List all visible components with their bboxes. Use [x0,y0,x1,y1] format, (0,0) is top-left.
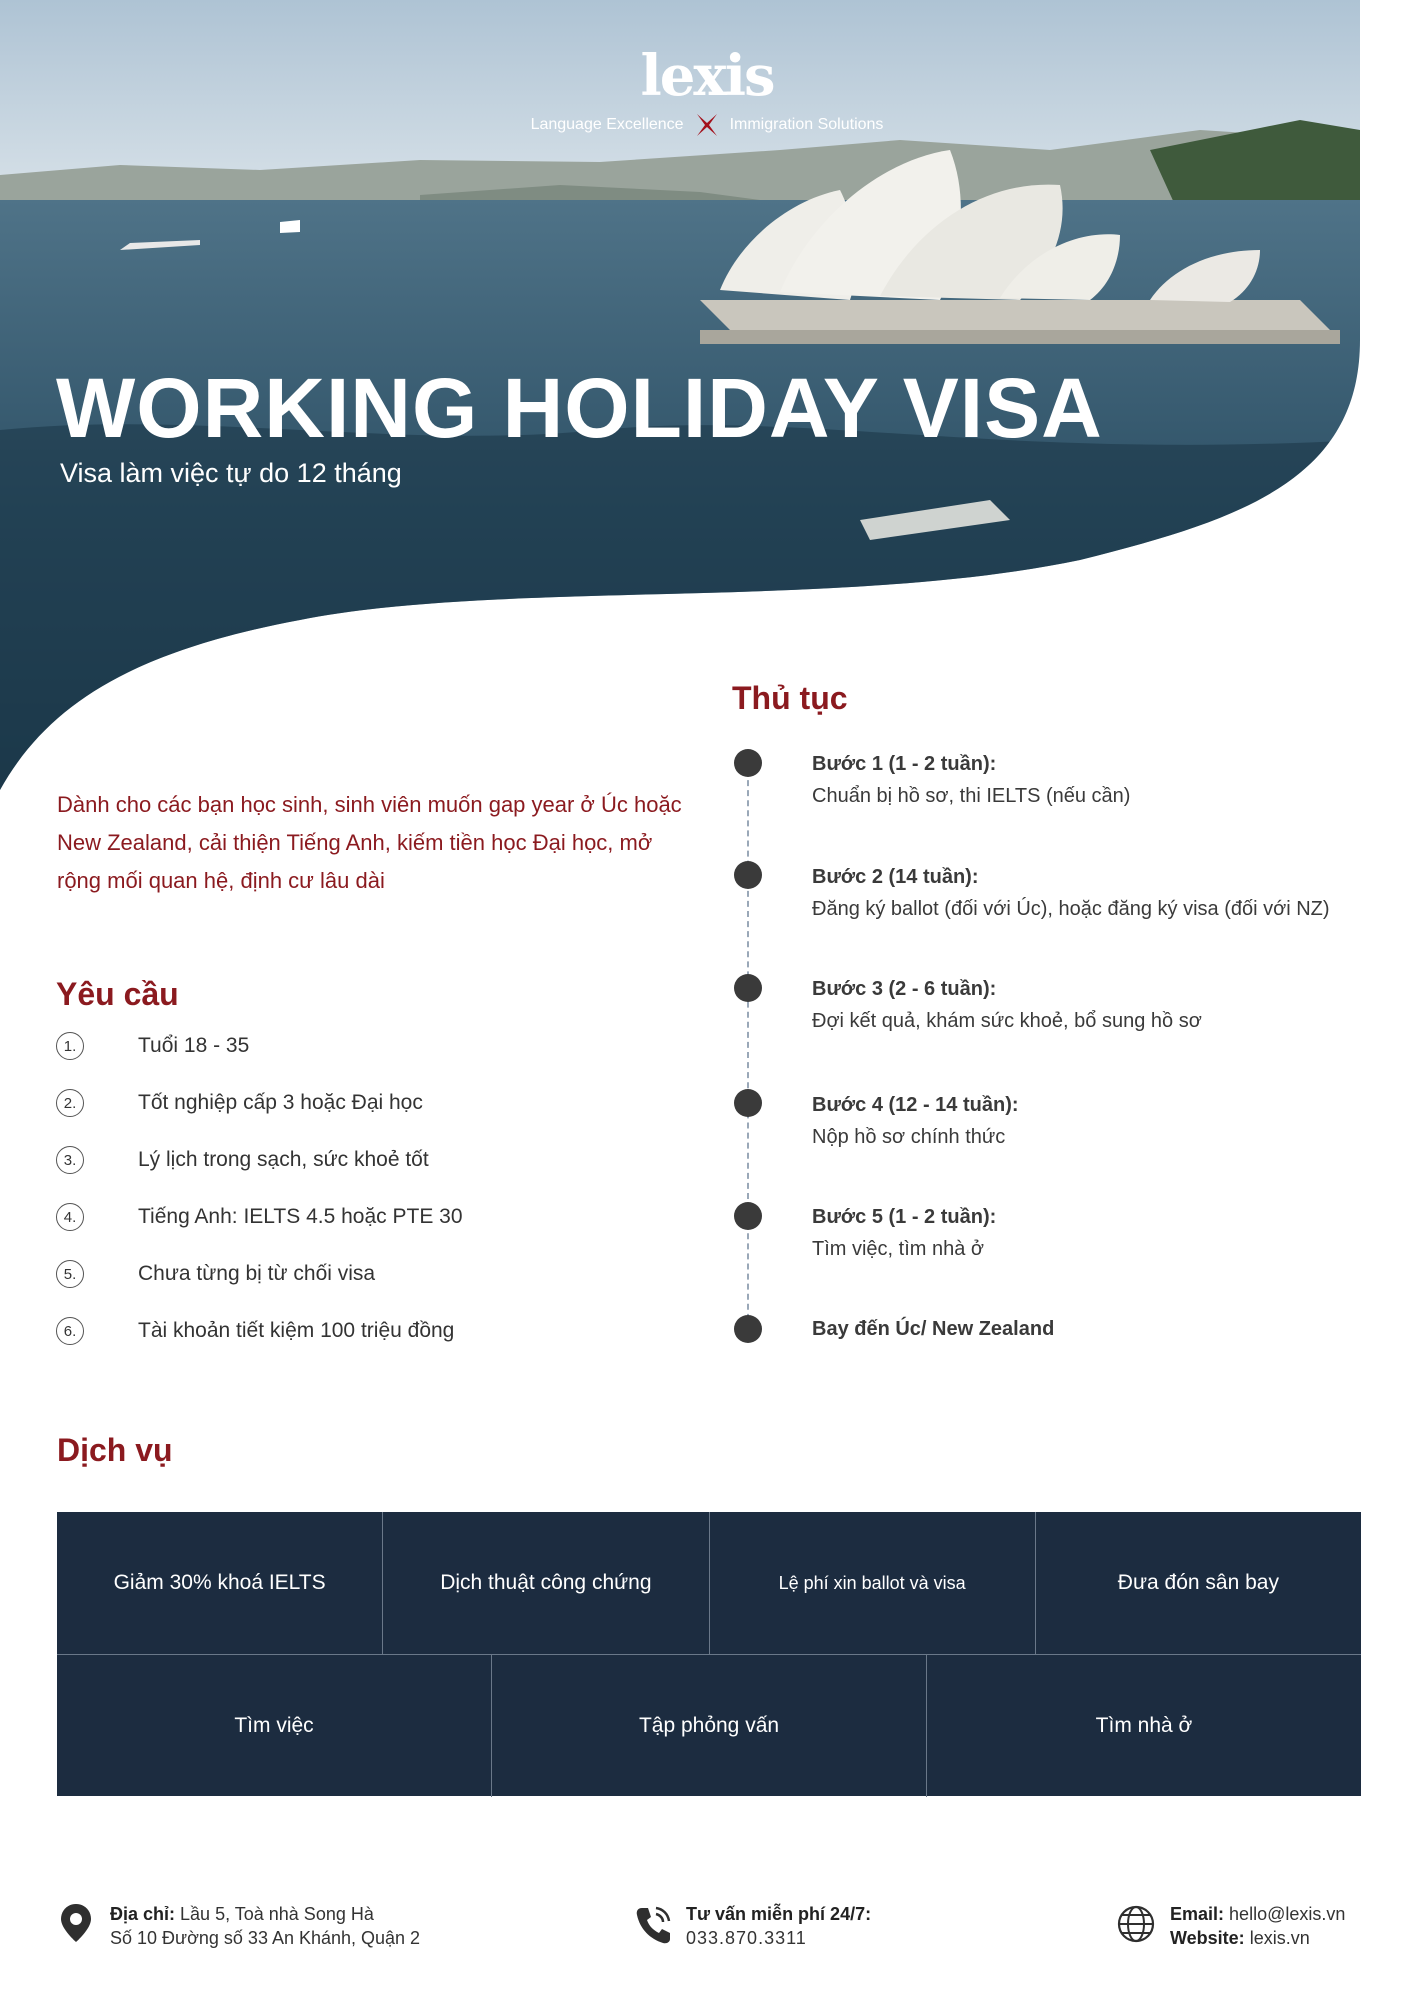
timeline-step-6 [812,1314,1412,1344]
requirements-list [56,1034,463,1376]
number-badge: 4. [56,1203,84,1231]
step-title: Bước 1 (1 - 2 tuần): [812,753,997,775]
step-title: Bước 2 (14 tuần): [812,866,979,888]
step-title: Bước 5 (1 - 2 tuần): [812,1206,997,1228]
requirements-heading: Yêu cầu [56,976,179,1012]
services-row-2 [57,1654,1361,1797]
hotline-number[interactable]: 033.870.3311 [686,1928,807,1948]
list-item [56,1262,463,1319]
procedure-heading: Thủ tục [732,680,848,716]
service-notarized-translation: Dịch thuật công chứng [383,1512,709,1654]
number-badge: 5. [56,1260,84,1288]
service-ielts-discount: Giảm 30% khoá IELTS [57,1512,383,1654]
footer-contact [1116,1902,1345,1950]
timeline-dot [734,1089,762,1117]
service-ballot-visa-fee: Lệ phí xin ballot và visa [710,1512,1036,1654]
timeline-line [747,770,749,1340]
list-item-text: Lý lịch trong sạch, sức khoẻ tốt [138,1148,429,1171]
list-item [56,1319,463,1376]
list-item [56,1205,463,1262]
address-line-1: Lầu 5, Toà nhà Song Hà [180,1904,374,1924]
website-label: Website: [1170,1928,1245,1948]
footer-hotline [632,1902,871,1950]
step-title: Bay đến Úc/ New Zealand [812,1318,1055,1340]
timeline-dot [734,1202,762,1230]
list-item [56,1034,463,1091]
tagline-right: Immigration Solutions [729,116,884,133]
list-item-text: Tiếng Anh: IELTS 4.5 hoặc PTE 30 [138,1205,463,1228]
step-description: Đăng ký ballot (đối với Úc), hoặc đăng ký visa (đối với NZ) [812,898,1330,920]
services-heading: Dịch vụ [57,1432,173,1468]
list-item-text: Chưa từng bị từ chối visa [138,1262,376,1285]
service-housing-search: Tìm nhà ở [1095,1714,1193,1737]
website-link[interactable]: lexis.vn [1249,1928,1310,1948]
timeline-step-4 [812,1090,1412,1154]
services-grid [57,1512,1361,1796]
footer-address [56,1902,420,1950]
timeline-step-1 [812,749,1412,813]
timeline-dot [734,1315,762,1343]
step-description: Nộp hồ sơ chính thức [812,1126,1006,1148]
location-pin-icon [56,1902,96,1946]
intro-text: Dành cho các bạn học sinh, sinh viên muốn gap year ở Úc hoặc New Zealand, cải thiện Tiếng Anh, kiếm tiền học Đại học, mở rộng mối quan hệ, định cư lâu dài [57,792,682,893]
list-item-text: Tuổi 18 - 35 [138,1034,250,1057]
address-line-2: Số 10 Đường số 33 An Khánh, Quận 2 [110,1928,421,1948]
number-badge: 6. [56,1317,84,1345]
timeline-dot [734,861,762,889]
phone-icon [632,1902,672,1946]
lexis-logo[interactable] [0,43,1414,138]
number-badge: 2. [56,1089,84,1117]
step-description: Tìm việc, tìm nhà ở [812,1238,985,1260]
service-interview-practice: Tập phỏng vấn [492,1655,927,1797]
globe-icon [1116,1902,1156,1946]
timeline-step-3 [812,974,1412,1038]
logo-wordmark: lexis [640,43,774,109]
step-title: Bước 3 (2 - 6 tuần): [812,978,997,1000]
number-badge: 1. [56,1032,84,1060]
step-description: Chuẩn bị hồ sơ, thi IELTS (nếu cần) [812,785,1131,807]
page-subtitle: Visa làm việc tự do 12 tháng [60,458,402,488]
x-mark-icon [694,112,720,138]
services-row-1 [57,1512,1361,1654]
number-badge: 3. [56,1146,84,1174]
service-airport-pickup: Đưa đón sân bay [1117,1571,1279,1594]
list-item [56,1091,463,1148]
email-label: Email: [1170,1904,1225,1924]
list-item-text: Tài khoản tiết kiệm 100 triệu đồng [138,1319,455,1342]
timeline-step-5 [812,1202,1412,1266]
timeline-step-2 [812,862,1412,926]
email-link[interactable]: hello@lexis.vn [1229,1904,1346,1924]
list-item [56,1148,463,1205]
hotline-label: Tư vấn miễn phí 24/7: [686,1904,872,1924]
service-job-search: Tìm việc [57,1655,492,1797]
address-label: Địa chỉ: [110,1904,176,1924]
logo-tagline [0,112,1414,138]
timeline-dot [734,749,762,777]
page-title: WORKING HOLIDAY VISA [56,361,1103,455]
tagline-left: Language Excellence [530,116,684,133]
step-title: Bước 4 (12 - 14 tuần): [812,1094,1019,1116]
step-description: Đợi kết quả, khám sức khoẻ, bổ sung hồ sơ [812,1010,1202,1032]
list-item-text: Tốt nghiệp cấp 3 hoặc Đại học [138,1091,423,1114]
timeline-dot [734,974,762,1002]
